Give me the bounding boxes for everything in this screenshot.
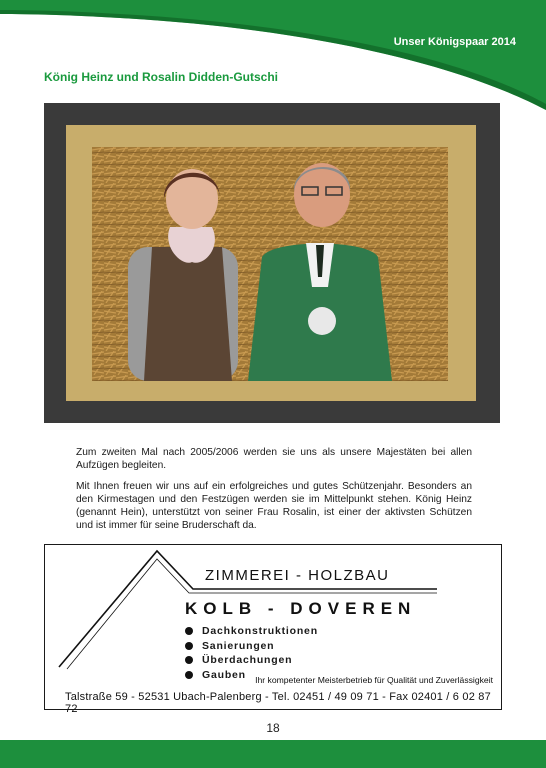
photo-frame: [44, 103, 500, 423]
header-swoosh: [0, 0, 546, 110]
couple-photo-illustration: [92, 147, 448, 381]
ad-service-item: Dachkonstruktionen: [185, 624, 318, 639]
couple-photo: [92, 147, 448, 381]
page-subtitle: König Heinz und Rosalin Didden-Gutschi: [44, 70, 278, 84]
bullet-icon: [185, 627, 193, 635]
ad-service-item: Überdachungen: [185, 653, 318, 668]
ad-company-name: KOLB - DOVEREN: [185, 599, 417, 618]
ad-service-item: Gauben: [185, 668, 318, 683]
bullet-icon: [185, 671, 193, 679]
header-title: Unser Königspaar 2014: [393, 36, 516, 48]
ad-service-item: Sanierungen: [185, 639, 318, 654]
page-number: 18: [266, 721, 280, 735]
ad-company-top: ZIMMEREI - HOLZBAU: [205, 567, 390, 584]
ad-services-list: [185, 624, 318, 682]
footer-bar: [0, 740, 546, 768]
ad-tagline: Ihr kompetenter Meisterbetrieb für Qualität und Zuverlässigkeit: [255, 675, 493, 685]
bullet-icon: [185, 656, 193, 664]
ad-address: Talstraße 59 - 52531 Ubach-Palenberg - Tel. 02451 / 49 09 71 - Fax 02401 / 6 02 87 72: [65, 691, 491, 715]
advertisement-box: [44, 544, 502, 715]
body-paragraph-2: Mit Ihnen freuen wir uns auf ein erfolgreiches und gutes Schützenjahr. Besonders an den Kirmestagen und den Festzügen werden sie im Mittelpunkt stehen. König Heinz (genannt Hein), unterstützt von seiner Frau Rosalin, ist einer der aktivsten Schützen und ist immer für seine Bruderschaft da.: [76, 481, 472, 531]
body-paragraph-1: Zum zweiten Mal nach 2005/2006 werden sie uns als unsere Majestäten bei allen Aufzügen begleiten.: [76, 447, 472, 471]
bullet-icon: [185, 642, 193, 650]
